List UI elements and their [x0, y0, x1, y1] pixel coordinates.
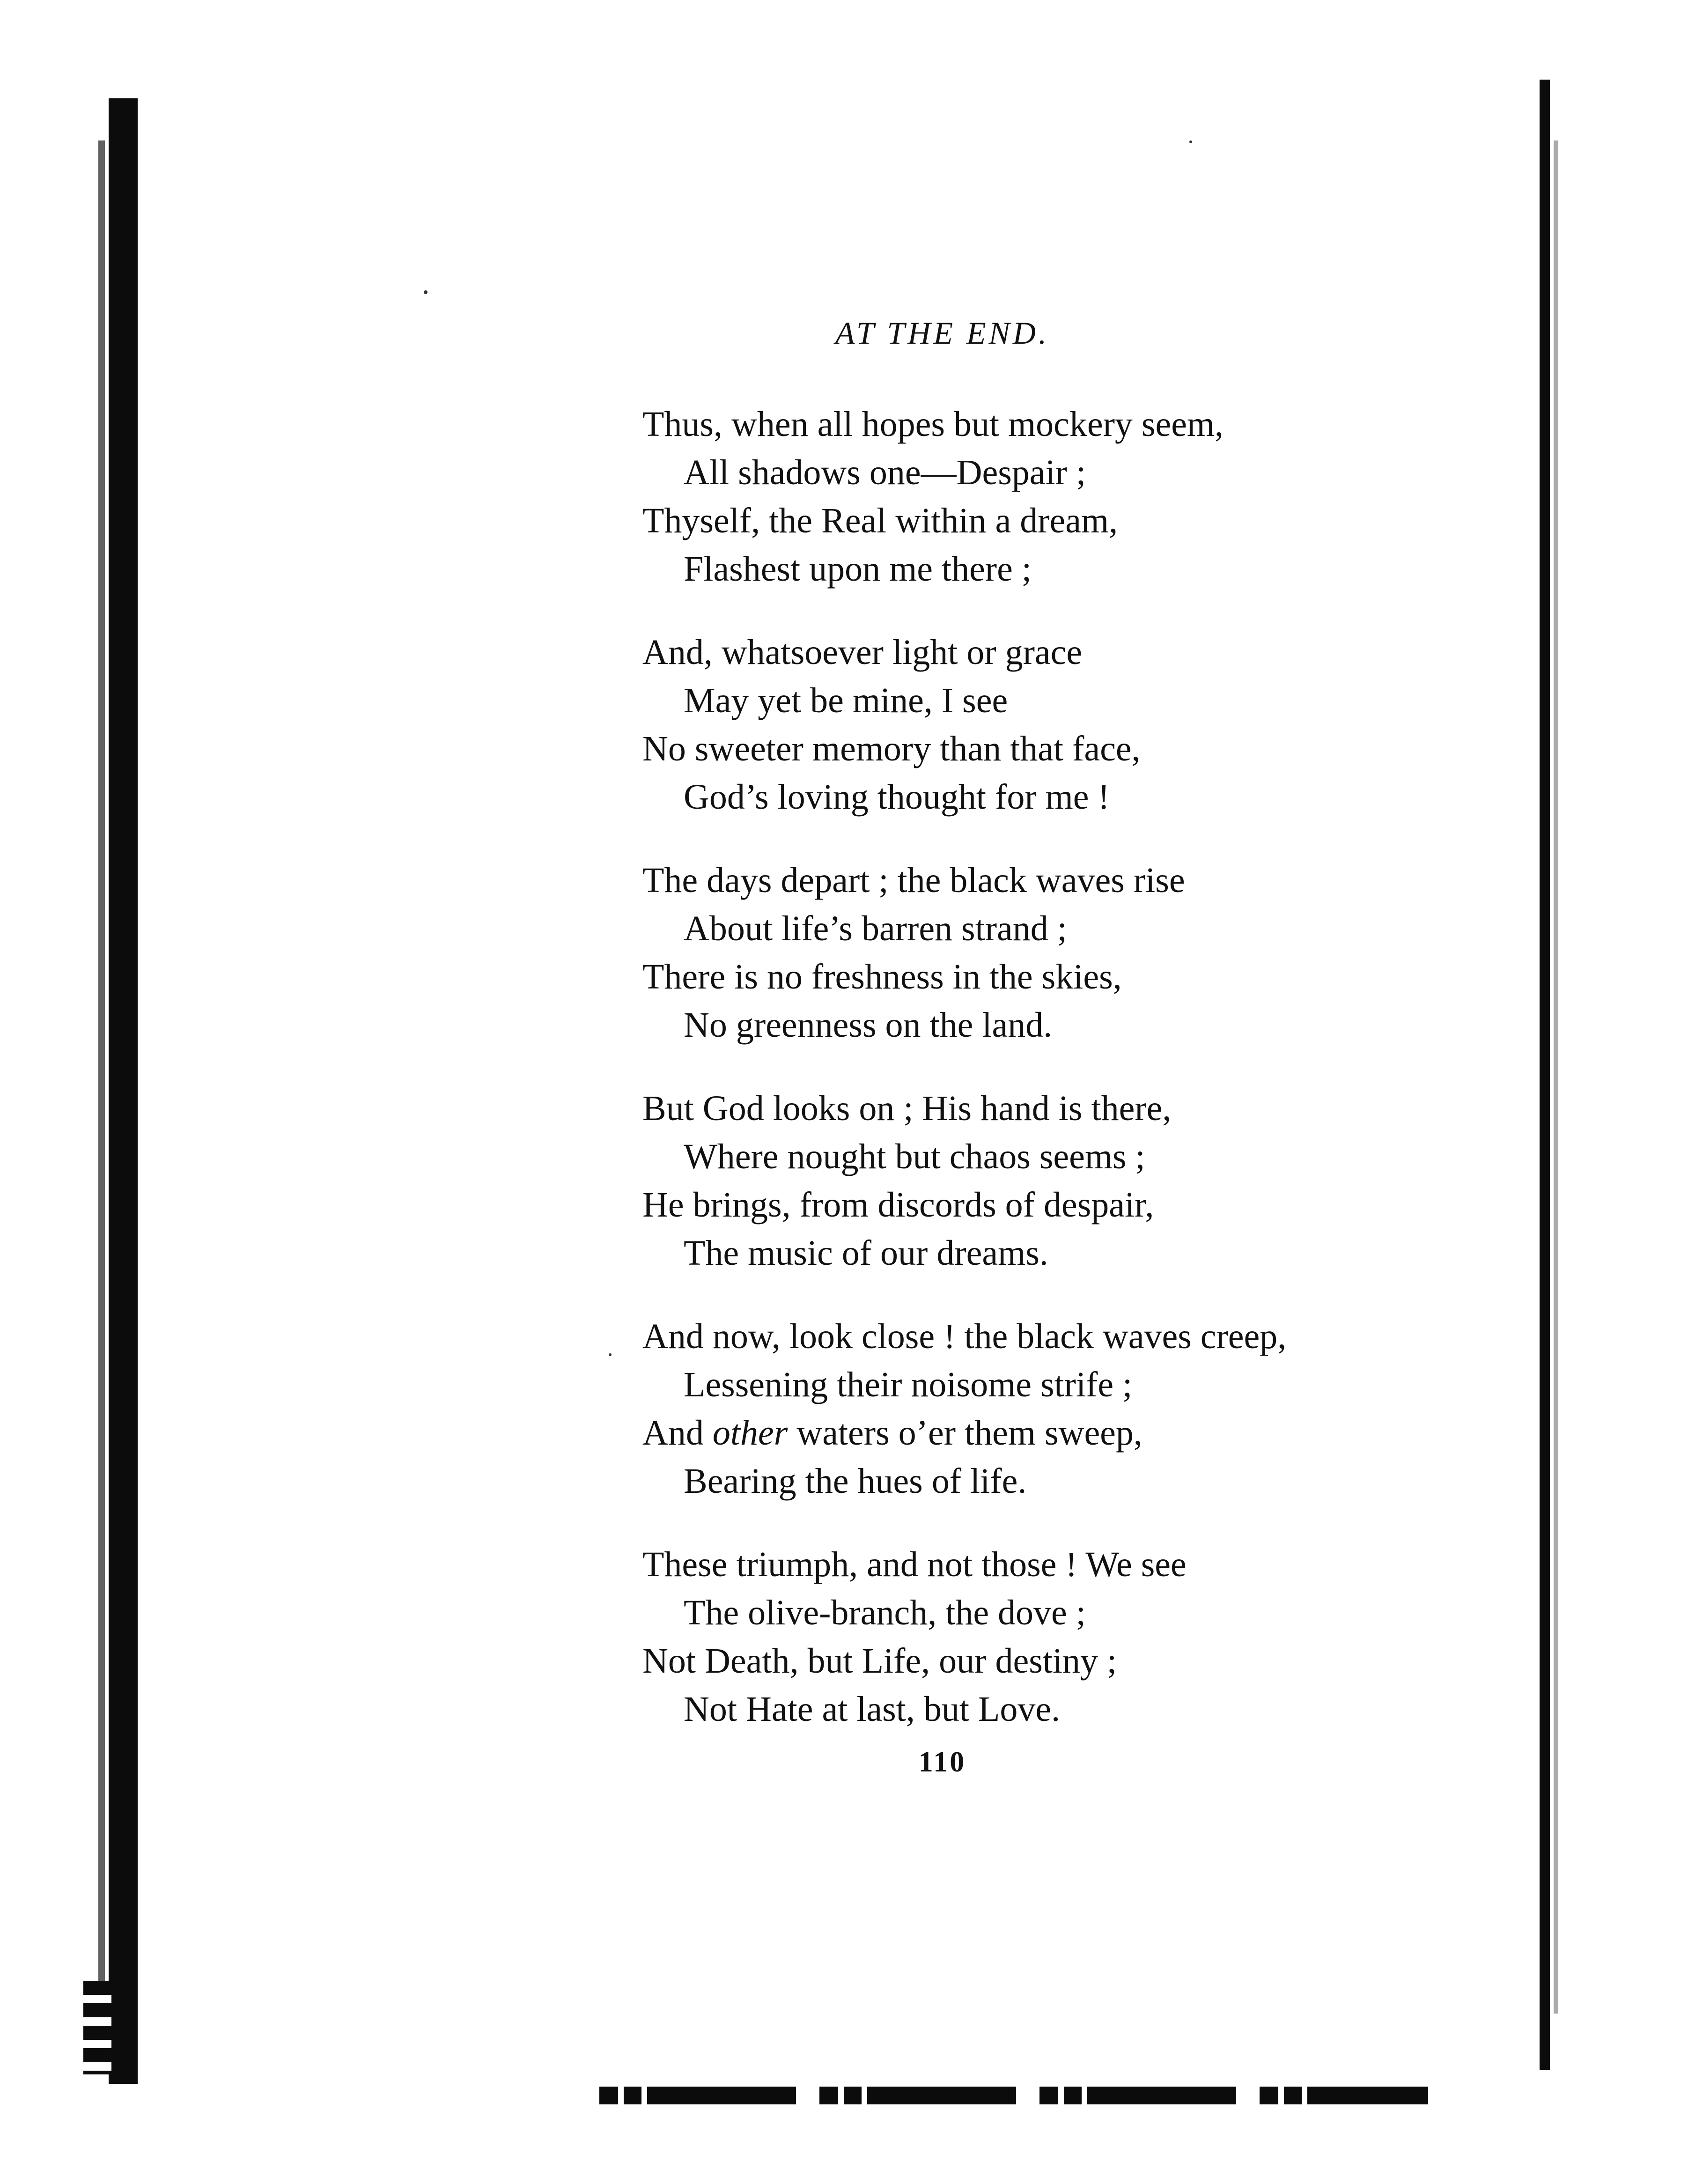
scan-left-blocks: [83, 1981, 111, 2074]
page-number: 110: [918, 1746, 966, 1778]
poem-body: [642, 400, 1532, 1769]
stanza: [642, 400, 1532, 593]
scan-speck: [1189, 140, 1192, 143]
poem-line: But God looks on ; His hand is there,: [642, 1089, 1172, 1128]
stanza: [642, 856, 1532, 1049]
poem-line: These triumph, and not those ! We see: [642, 1545, 1187, 1584]
poem-line: Bearing the hues of life.: [684, 1461, 1027, 1501]
scan-bottom-edge: [599, 2087, 1428, 2104]
poem-line-text: waters o’er them sweep,: [788, 1413, 1143, 1453]
stanza: [642, 628, 1532, 821]
poem-line: The olive-branch, the dove ;: [684, 1593, 1086, 1632]
poem-line: God’s loving thought for me !: [684, 777, 1110, 817]
poem-line: The music of our dreams.: [684, 1233, 1048, 1273]
poem-line: And now, look close ! the black waves creep,: [642, 1317, 1287, 1356]
poem-line: No greenness on the land.: [684, 1005, 1053, 1045]
scan-right-edge-noise: [1554, 140, 1558, 2014]
scan-left-edge: [109, 98, 138, 2084]
poem-line: And, whatsoever light or grace: [642, 633, 1083, 672]
poem-line-text: And: [642, 1413, 713, 1453]
poem-line: Where nought but chaos seems ;: [684, 1137, 1145, 1176]
poem-line: Lessening their noisome strife ;: [684, 1365, 1133, 1404]
poem-line-emphasis: other: [712, 1413, 788, 1453]
poem-line: About life’s barren strand ;: [684, 909, 1067, 948]
poem-line: All shadows one—Despair ;: [684, 453, 1086, 492]
poem-line: Flashest upon me there ;: [684, 549, 1032, 589]
poem-title: AT THE END.: [835, 315, 1050, 351]
stanza: [642, 1541, 1532, 1734]
poem-line: Not Hate at last, but Love.: [684, 1690, 1061, 1729]
poem-line: No sweeter memory than that face,: [642, 729, 1141, 768]
poem-line: [642, 1409, 1532, 1457]
poem-line: There is no freshness in the skies,: [642, 957, 1122, 996]
stanza: [642, 1085, 1532, 1277]
poem-line: May yet be mine, I see: [684, 681, 1008, 720]
poem-line: Thyself, the Real within a dream,: [642, 501, 1118, 540]
poem-line: He brings, from discords of despair,: [642, 1185, 1154, 1225]
stanza: [642, 1313, 1532, 1505]
scan-speck: [424, 290, 428, 294]
poem-line: The days depart ; the black waves rise: [642, 861, 1185, 900]
scan-speck: [609, 1353, 612, 1356]
poem-line: Not Death, but Life, our destiny ;: [642, 1641, 1117, 1681]
poem-line: Thus, when all hopes but mockery seem,: [642, 405, 1224, 444]
